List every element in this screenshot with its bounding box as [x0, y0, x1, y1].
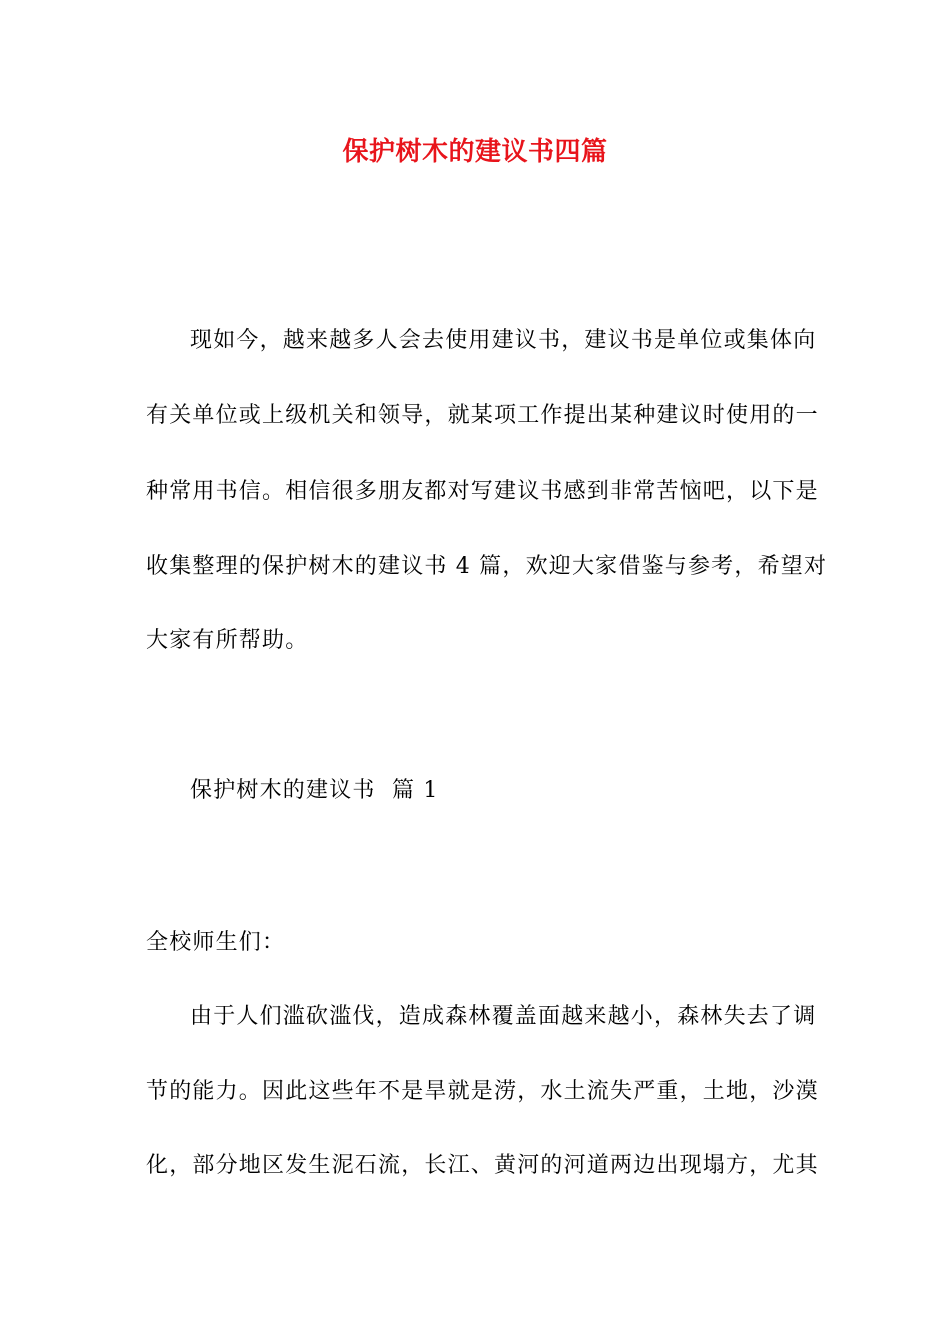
- intro-line-2: 有关单位或上级机关和领导，就某项工作提出某种建议时使用的一: [146, 403, 819, 428]
- intro-line-5: 大家有所帮助。: [146, 628, 309, 653]
- body-line-1: 由于人们滥砍滥伐，造成森林覆盖面越来越小，森林失去了调: [190, 1004, 817, 1029]
- document-title: 保护树木的建议书四篇: [342, 137, 608, 167]
- section-heading: 保护树木的建议书 篇 1: [190, 778, 439, 803]
- body-line-3: 化，部分地区发生泥石流，长江、黄河的河道两边出现塌方，尤其: [146, 1153, 819, 1178]
- intro-line-4: 收集整理的保护树木的建议书 4 篇，欢迎大家借鉴与参考，希望对: [146, 554, 828, 579]
- salutation: 全校师生们：: [146, 930, 286, 955]
- body-line-2: 节的能力。因此这些年不是旱就是涝，水土流失严重，土地，沙漠: [146, 1079, 819, 1104]
- intro-line-1: 现如今，越来越多人会去使用建议书，建议书是单位或集体向: [190, 328, 817, 353]
- intro-line-3: 种常用书信。相信很多朋友都对写建议书感到非常苦恼吧，以下是: [146, 479, 819, 504]
